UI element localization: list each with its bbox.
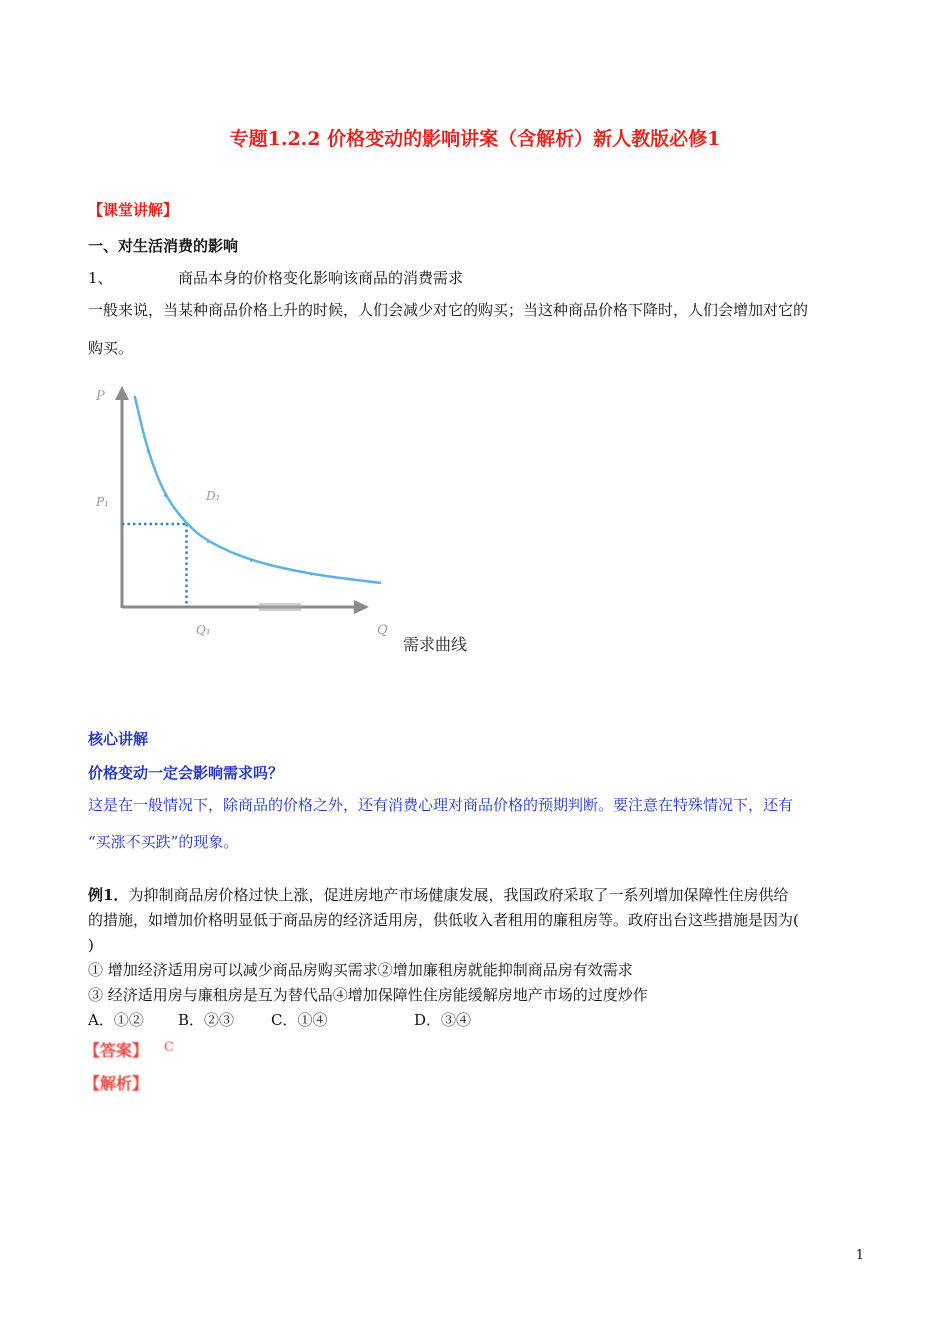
q1-label: Q₁ [196, 623, 211, 637]
y-axis-label: P [96, 389, 105, 404]
example-block [88, 885, 788, 905]
analysis-tag: 【解析】 [84, 1074, 149, 1093]
example-label: 例1． [88, 886, 129, 904]
example-line-1: 为抑制商品房价格过快上涨，促进房地产市场健康发展，我国政府采取了一系列增加保障性住房供给 [128, 886, 789, 904]
chart-caption: 需求曲线 [403, 635, 468, 654]
answer-value: C [164, 1040, 174, 1055]
curve-point-5 [250, 560, 252, 562]
demand-curve-svg [88, 372, 488, 662]
y-axis-arrow [115, 386, 129, 400]
curve-point-7 [379, 582, 381, 584]
curve-point-3 [185, 523, 187, 525]
answer-tag: 【答案】 [84, 1041, 149, 1060]
example-statement-2: ③ 经济适用房与廉租房是互为替代品④增加保障性住房能缓解房地产市场的过度炒作 [88, 986, 648, 1004]
d1-label: D₁ [206, 489, 221, 503]
curve-point-0 [134, 396, 136, 398]
curve-point-2 [164, 495, 166, 497]
core-explanation-label: 核心讲解 [88, 730, 149, 748]
item-text: 商品本身的价格变化影响该商品的消费需求 [178, 269, 464, 287]
option-d: D．③④ [414, 1011, 472, 1029]
example-line-3: ) [88, 936, 94, 954]
paragraph-line-1: 一般来说，当某种商品价格上升的时候，人们会减少对它的购买；当这种商品价格下降时，人们会增加对它的 [88, 301, 809, 319]
option-c: C．①④ [271, 1011, 328, 1029]
demand-curve-line [135, 397, 380, 583]
option-a: A．①② [88, 1011, 144, 1029]
page-number: 1 [855, 1248, 864, 1263]
demand-curve-chart [88, 372, 488, 662]
core-question: 价格变动一定会影响需求吗？ [88, 764, 284, 782]
curve-point-4 [207, 541, 209, 543]
x-axis-arrow [354, 600, 369, 614]
core-answer-line-1: 这是在一般情况下，除商品的价格之外，还有消费心理对商品价格的预期判断。要注意在特殊情况下，还有 [88, 796, 794, 814]
core-answer-line-2: “买涨不买跌”的现象。 [88, 833, 239, 851]
page-title: 专题1.2.2 价格变动的影响讲案（含解析）新人教版必修1 [229, 128, 721, 150]
p1-label: P₁ [96, 495, 109, 509]
item-number: 1、 [88, 269, 113, 287]
paragraph-line-2: 购买。 [88, 339, 134, 357]
x-axis-smudge [258, 603, 302, 611]
option-b: B．②③ [178, 1011, 235, 1029]
curve-point-6 [310, 573, 312, 575]
example-statement-1: ① 增加经济适用房可以减少商品房购买需求②增加廉租房就能抑制商品房有效需求 [88, 961, 633, 979]
section-header: 【课堂讲解】 [88, 201, 179, 219]
x-axis-label: Q [377, 623, 388, 638]
heading-consumption-impact: 一、对生活消费的影响 [88, 237, 239, 255]
example-line-2: 的措施，如增加价格明显低于商品房的经济适用房，供低收入者租用的廉租房等。政府出台这些措施是因为( [88, 911, 799, 929]
curve-point-1 [147, 450, 149, 452]
